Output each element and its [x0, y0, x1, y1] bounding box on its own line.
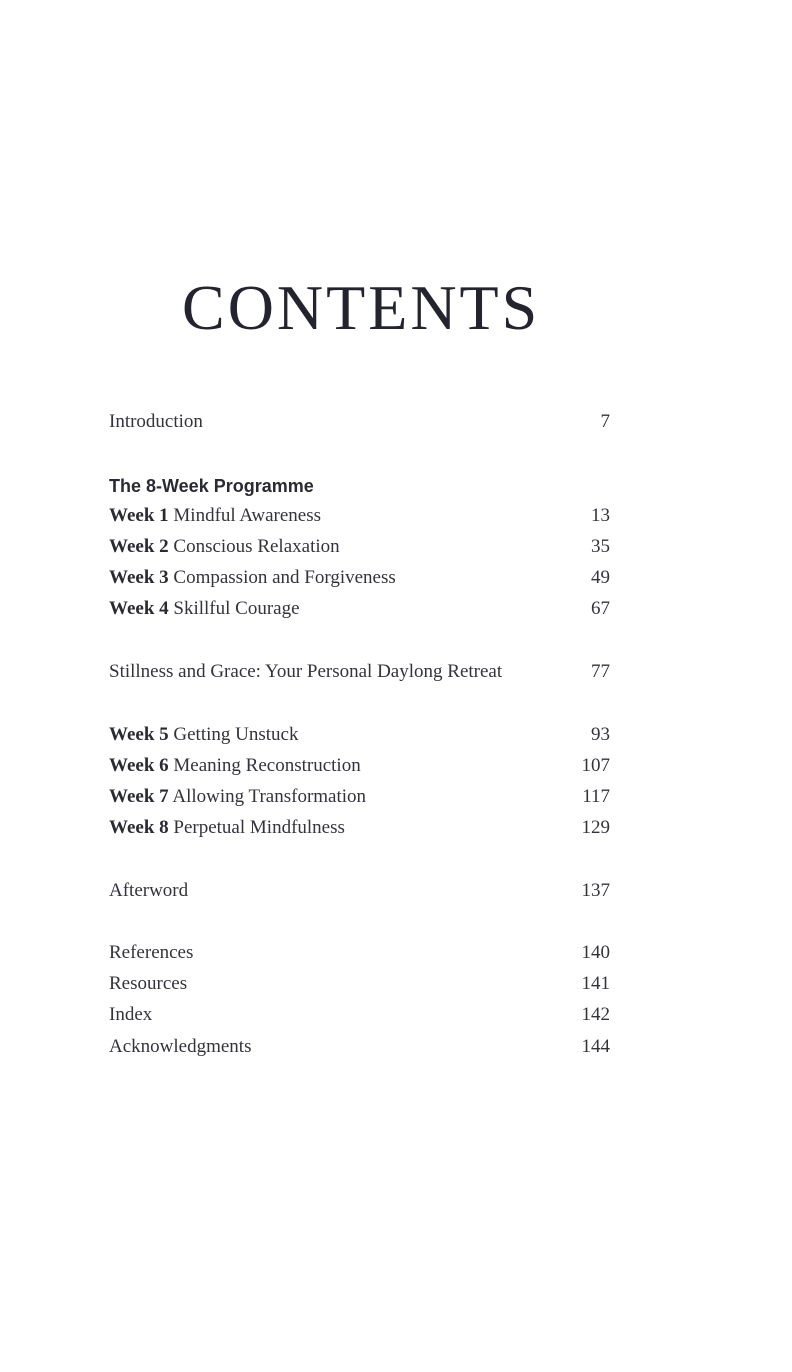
page-title: CONTENTS [182, 272, 541, 343]
toc-entry-page: 144 [581, 1036, 610, 1057]
toc-entry-title: Mindful Awareness [173, 505, 321, 526]
toc-entry-title: Stillness and Grace: Your Personal Daylong Retreat [109, 661, 503, 682]
week-number: Week 3 [109, 567, 169, 588]
toc-entry-page: 141 [581, 973, 610, 994]
toc-entry-references [109, 940, 610, 966]
toc-entry-introduction [109, 409, 610, 435]
toc-entry-title: Getting Unstuck [173, 724, 299, 745]
toc-entry-title: Acknowledgments [109, 1036, 252, 1057]
toc-entry-page: 49 [591, 567, 610, 588]
toc-entry-week-8 [109, 815, 610, 841]
toc-entry-title: Conscious Relaxation [173, 536, 340, 557]
toc-entry-page: 67 [591, 598, 610, 619]
toc-entry-page: 77 [591, 661, 610, 682]
toc-entry-title: Meaning Reconstruction [173, 755, 361, 776]
week-number: Week 6 [109, 755, 169, 776]
toc-entry-title: Skillful Courage [173, 598, 300, 619]
toc-entry-page: 35 [591, 536, 610, 557]
toc-entry-title: Index [109, 1004, 153, 1025]
week-number: Week 4 [109, 598, 169, 619]
toc-entry-week-6 [109, 753, 610, 779]
toc-entry-week-5 [109, 722, 610, 748]
week-number: Week 8 [109, 817, 169, 838]
toc-entry-week-7 [109, 784, 610, 810]
toc-entry-page: 142 [581, 1004, 610, 1025]
toc-entry-page: 117 [582, 786, 610, 807]
toc-entry-page: 13 [591, 505, 610, 526]
toc-entry-title: Perpetual Mindfulness [173, 817, 345, 838]
toc-entry-index [109, 1002, 610, 1028]
toc-entry-page: 137 [581, 880, 610, 901]
toc-entry-title: Afterword [109, 880, 189, 901]
toc-entry-week-2 [109, 534, 610, 560]
toc-entry-retreat [109, 659, 610, 685]
week-number: Week 5 [109, 724, 169, 745]
toc-entry-week-1 [109, 503, 610, 529]
toc-entry-page: 140 [581, 942, 610, 963]
toc-entry-page: 129 [581, 817, 610, 838]
week-number: Week 1 [109, 505, 169, 526]
toc-entry-title: Compassion and Forgiveness [173, 567, 396, 588]
toc-entry-week-3 [109, 565, 610, 591]
toc-entry-title: References [109, 942, 194, 963]
toc-entry-afterword [109, 878, 610, 904]
toc-entry-resources [109, 971, 610, 997]
toc-entry-title: Resources [109, 973, 188, 994]
toc-entry-page: 93 [591, 724, 610, 745]
toc-entry-page: 107 [581, 755, 610, 776]
toc-entry-week-4 [109, 596, 610, 622]
section-heading-programme: The 8-Week Programme [109, 476, 314, 496]
week-number: Week 2 [109, 536, 169, 557]
week-number: Week 7 [109, 786, 169, 807]
toc-entry-title: Allowing Transformation [172, 786, 367, 807]
toc-entry-page: 7 [600, 411, 610, 432]
toc-entry-title: Introduction [109, 411, 203, 432]
toc-entry-acknowledgments [109, 1034, 610, 1060]
